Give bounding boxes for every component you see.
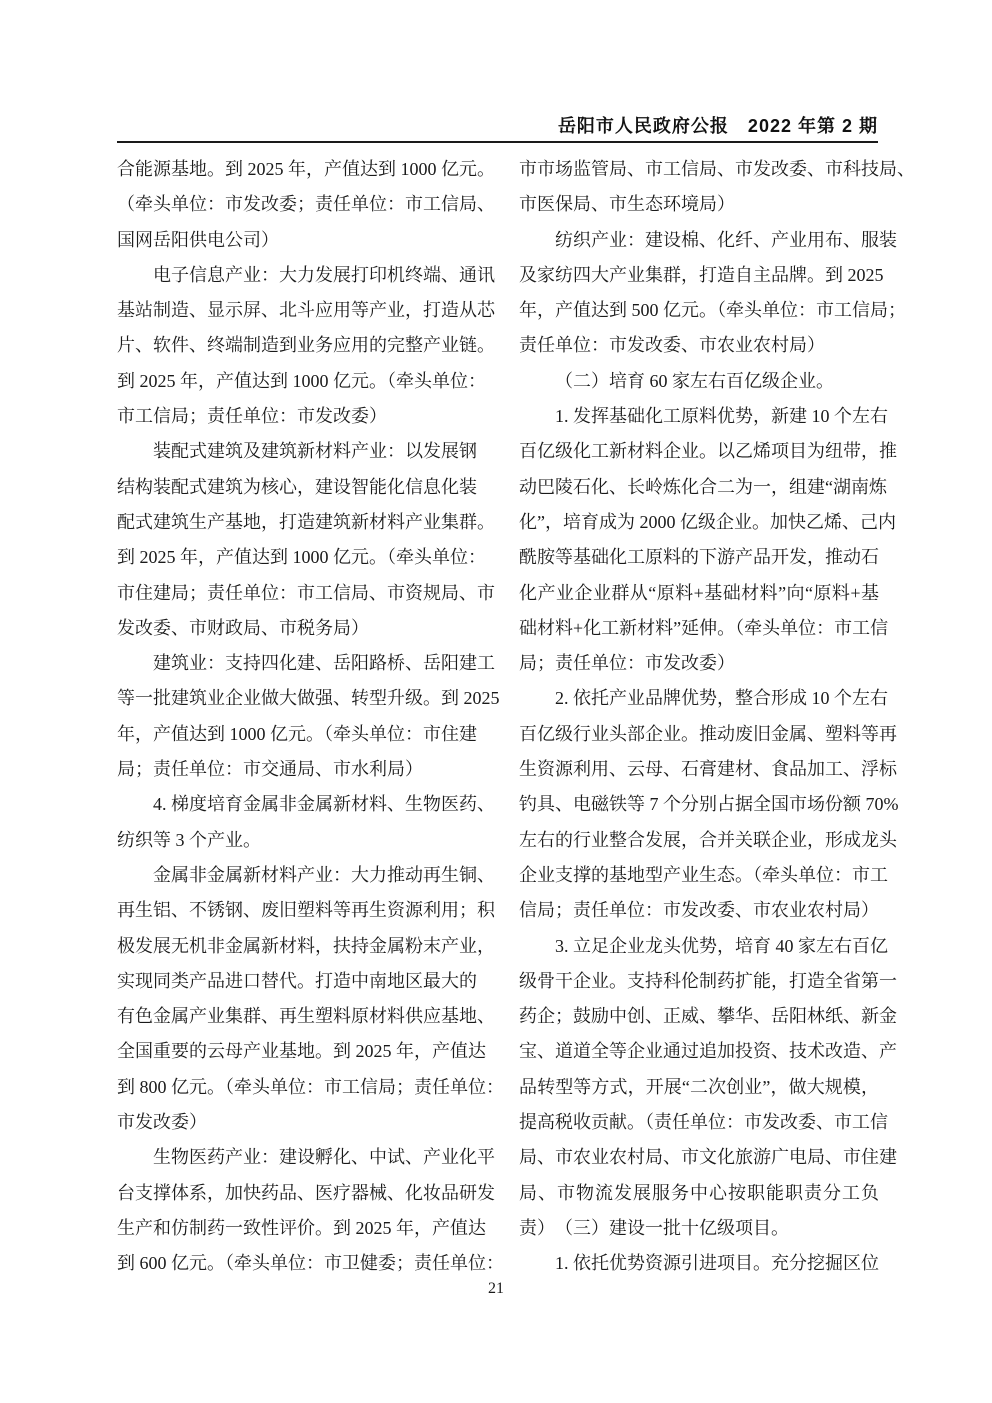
- text-line: 4. 梯度培育金属非金属新材料、生物医药、: [153, 794, 495, 815]
- text-line: （三）建设一批十亿级项目。: [555, 1217, 789, 1238]
- text-line: 市发改委）: [117, 1112, 207, 1133]
- text-line: 1. 发挥基础化工原料优势，新建 10 个左右: [555, 406, 888, 427]
- text-line: 局；责任单位：市发改委）: [519, 653, 735, 674]
- text-line: 市医保局、市生态环境局）: [519, 194, 735, 215]
- text-line: 1. 依托优势资源引进项目。充分挖掘区位: [555, 1253, 879, 1274]
- text-line: 局；责任单位：市交通局、市水利局）: [117, 759, 423, 780]
- text-line: 基站制造、显示屏、北斗应用等产业，打造从芯: [117, 300, 495, 321]
- text-line: （牵头单位：市发改委；责任单位：市工信局、: [117, 194, 495, 215]
- text-line: 药企；鼓励中创、正威、攀华、岳阳林纸、新金: [519, 1006, 897, 1027]
- text-line: 钓具、电磁铁等 7 个分别占据全国市场份额 70%: [519, 794, 899, 815]
- text-line: 生产和仿制药一致性评价。到 2025 年，产值达: [117, 1217, 486, 1238]
- text-line: 等一批建筑业企业做大做强、转型升级。到 2025: [117, 688, 500, 709]
- text-line: 市市场监管局、市工信局、市发改委、市科技局、: [519, 159, 915, 179]
- text-line: 到 2025 年，产值达到 1000 亿元。（牵头单位：: [117, 370, 486, 391]
- text-line: 化产业企业群从“原料+基础材料”向“原料+基: [519, 582, 879, 603]
- text-line: 提高税收贡献。（责任单位：市发改委、市工信: [519, 1112, 888, 1133]
- text-line: 台支撑体系，加快药品、医疗器械、化妆品研发: [117, 1182, 495, 1203]
- text-line: 全国重要的云母产业基地。到 2025 年，产值达: [117, 1041, 486, 1062]
- text-line: 局、市农业农村局、市文化旅游广电局、市住建: [519, 1147, 897, 1168]
- text-line: 合能源基地。到 2025 年，产值达到 1000 亿元。: [117, 159, 495, 179]
- header-divider: [117, 141, 878, 143]
- text-line: 再生铝、不锈钢、废旧塑料等再生资源利用；积: [117, 900, 495, 921]
- text-line: 动巴陵石化、长岭炼化合二为一，组建“湖南炼: [519, 476, 887, 497]
- text-line: 国网岳阳供电公司）: [117, 229, 279, 250]
- text-line: 到 2025 年，产值达到 1000 亿元。（牵头单位：: [117, 547, 486, 568]
- text-line: 有色金属产业集群、再生塑料原材料供应基地、: [117, 1006, 495, 1027]
- text-line: 左右的行业整合发展，合并关联企业，形成龙头: [519, 829, 897, 850]
- text-line: 责任单位：市发改委、市农业农村局）: [519, 335, 825, 356]
- text-line: 品转型等方式，开展“二次创业”，做大规模，: [519, 1076, 879, 1097]
- text-line: 企业支撑的基地型产业生态。（牵头单位：市工: [519, 864, 888, 885]
- text-line: 生物医药产业：建设孵化、中试、产业化平: [153, 1147, 495, 1168]
- text-line: 发改委、市财政局、市税务局）: [117, 617, 369, 638]
- text-line: 结构装配式建筑为核心，建设智能化信息化装: [117, 476, 477, 497]
- text-line: 级骨干企业。支持科伦制药扩能，打造全省第一: [519, 970, 897, 991]
- text-line: 纺织等 3 个产业。: [117, 829, 261, 850]
- text-line: （二）培育 60 家左右百亿级企业。: [555, 370, 834, 391]
- text-line: 2. 依托产业品牌优势，整合形成 10 个左右: [555, 688, 888, 709]
- page-number: 21: [488, 1280, 504, 1297]
- text-line: 宝、道道全等企业通过追加投资、技术改造、产: [519, 1041, 897, 1062]
- text-line: 配式建筑生产基地，打造建筑新材料产业集群。: [117, 511, 495, 532]
- right-column: [519, 152, 915, 1282]
- text-line: 极发展无机非金属新材料，扶持金属粉末产业，: [117, 935, 495, 956]
- document-body: [117, 152, 915, 1282]
- text-line: 金属非金属新材料产业：大力推动再生铜、: [153, 864, 495, 885]
- text-line: 建筑业：支持四化建、岳阳路桥、岳阳建工: [153, 653, 495, 674]
- text-line: 年，产值达到 1000 亿元。（牵头单位：市住建: [117, 723, 477, 744]
- text-line: 础材料+化工新材料”延伸。（牵头单位：市工信: [519, 617, 889, 638]
- gazette-header-title: 岳阳市人民政府公报 2022 年第 2 期: [557, 116, 878, 136]
- text-line: 百亿级化工新材料企业。以乙烯项目为纽带，推: [519, 441, 897, 462]
- text-line: 百亿级行业头部企业。推动废旧金属、塑料等再: [519, 723, 897, 744]
- text-line: 信局；责任单位：市发改委、市农业农村局）: [519, 900, 879, 921]
- left-column: [117, 152, 504, 1282]
- text-line: 市工信局；责任单位：市发改委）: [117, 406, 387, 427]
- text-line: 装配式建筑及建筑新材料产业：以发展钢: [153, 441, 477, 462]
- text-line: 市住建局；责任单位：市工信局、市资规局、市: [117, 582, 495, 603]
- text-line: 局、市物流发展服务中心按职能职责分工负责）: [519, 1182, 879, 1238]
- text-line: 生资源利用、云母、石膏建材、食品加工、浮标: [519, 759, 897, 780]
- text-line: 片、软件、终端制造到业务应用的完整产业链。: [117, 335, 495, 356]
- text-line: 化”，培育成为 2000 亿级企业。加快乙烯、己内: [519, 511, 896, 532]
- text-line: 电子信息产业：大力发展打印机终端、通讯: [153, 264, 495, 285]
- text-line: 到 600 亿元。（牵头单位：市卫健委；责任单位：: [117, 1253, 504, 1274]
- text-line: 年，产值达到 500 亿元。（牵头单位：市工信局；: [519, 300, 906, 321]
- text-line: 实现同类产品进口替代。打造中南地区最大的: [117, 970, 477, 991]
- text-line: 及家纺四大产业集群，打造自主品牌。到 2025: [519, 264, 884, 285]
- text-line: 到 800 亿元。（牵头单位：市工信局；责任单位：: [117, 1076, 504, 1097]
- text-line: 酰胺等基础化工原料的下游产品开发，推动石: [519, 547, 879, 568]
- text-line: 纺织产业：建设棉、化纤、产业用布、服装: [555, 229, 897, 250]
- text-line: 3. 立足企业龙头优势，培育 40 家左右百亿: [555, 935, 888, 956]
